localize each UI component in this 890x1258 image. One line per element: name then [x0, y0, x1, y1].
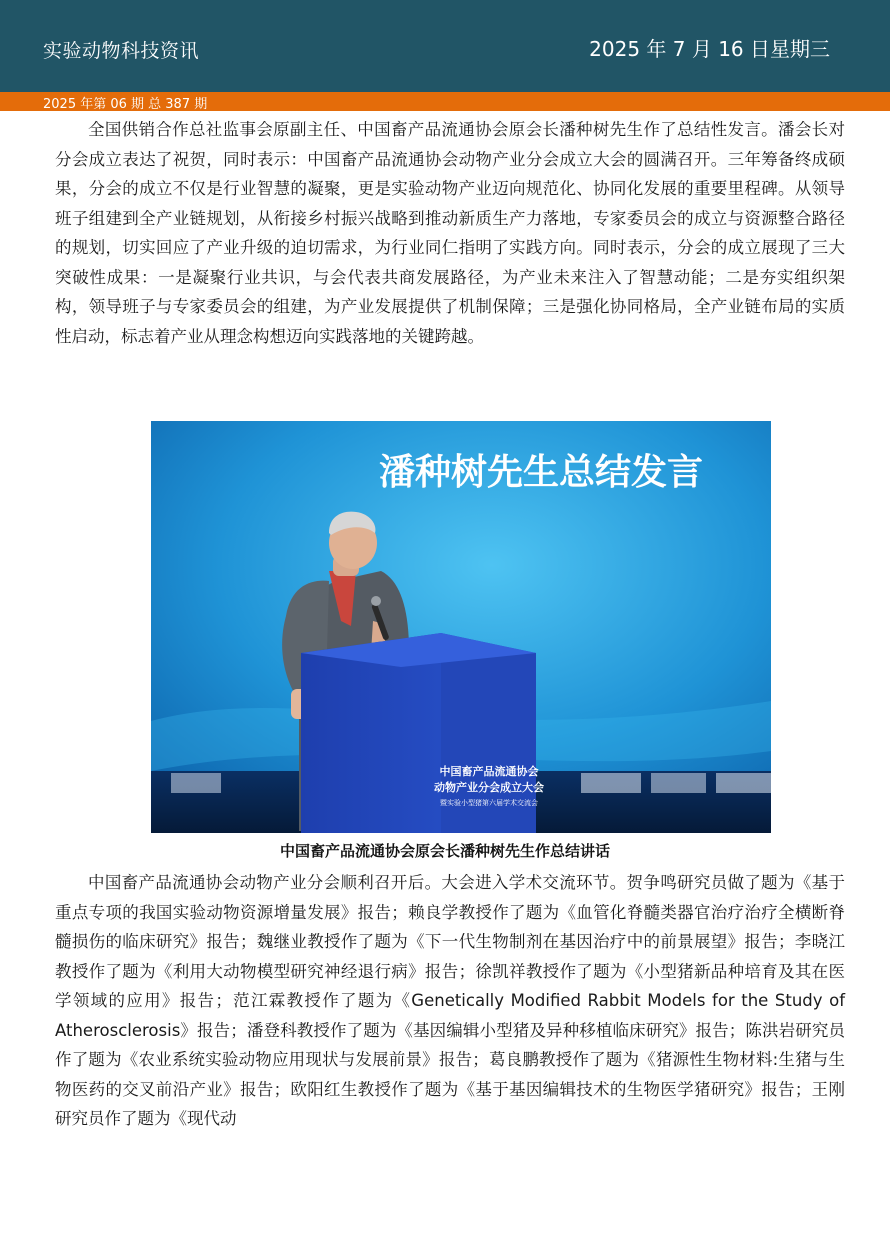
- article-paragraph-2: 中国畜产品流通协会动物产业分会顺利召开后。大会进入学术交流环节。贺争鸣研究员做了题为《基于重点专项的我国实验动物资源增量发展》报告；赖良学教授作了题为《血管化脊髓类器官治疗治疗全横断脊髓损伤的临床研究》报告；魏继业教授作了题为《下一代生物制剂在基因治疗中的前景展望》报告；李晓江教授作了题为《利用大动物模型研究神经退行病》报告；徐凯祥教授作了题为《小型猪新品种培育及其在医学领域的应用》报告；范江霖教授作了题为《Genetically Modified Rabbit Models for the Study of Atherosclerosis》报告；潘登科教授作了题为《基因编辑小型猪及异种移植临床研究》报告；陈洪岩研究员作了题为《农业系统实验动物应用现状与发展前景》报告；葛良鹏教授作了题为《猪源性生物材料:生猪与生物医药的交叉前沿产业》报告；欧阳红生教授作了题为《基于基因编辑技术的生物医学猪研究》报告；王刚研究员作了题为《现代动: [55, 873, 845, 1128]
- publication-date: 2025 年 7 月 16 日星期三: [589, 37, 830, 61]
- article-paragraph-1: 全国供销合作总社监事会原副主任、中国畜产品流通协会原会长潘种树先生作了总结性发言。潘会长对分会成立表达了祝贺，同时表示：中国畜产品流通协会动物产业分会成立大会的圆满召开。三年筹备终成硕果，分会的成立不仅是行业智慧的凝聚，更是实验动物产业迈向规范化、协同化发展的重要里程碑。从领导班子组建到全产业链规划，从衔接乡村振兴战略到推动新质生产力落地，专家委员会的成立与资源整合路径的规划，切实回应了产业升级的迫切需求，为行业同仁指明了实践方向。同时表示，分会的成立展现了三大突破性成果：一是凝聚行业共识，与会代表共商发展路径，为产业未来注入了智慧动能；二是夯实组织架构，领导班子与专家委员会的组建，为产业发展提供了机制保障；三是强化协同格局，全产业链布局的实质性启动，标志着产业从理念构想迈向实践落地的关键跨越。: [55, 120, 845, 346]
- photo-caption: 中国畜产品流通协会原会长潘种树先生作总结讲话: [279, 842, 610, 860]
- issue-label: 2025 年第 06 期 总 387 期: [43, 97, 208, 112]
- banner-text: 潘种树先生总结发言: [379, 452, 704, 493]
- speech-photo-illustration: [151, 421, 771, 833]
- podium-line-2: 动物产业分会成立大会: [434, 781, 544, 794]
- page-header: [0, 0, 890, 92]
- podium: [301, 633, 544, 833]
- podium-line-1: 中国畜产品流通协会: [439, 765, 539, 778]
- speech-photo: [151, 421, 771, 833]
- podium-line-3: 暨实验小型猪第六届学术交流会: [440, 799, 538, 807]
- publication-title: 实验动物科技资讯: [43, 40, 200, 62]
- issue-bar: [0, 92, 890, 111]
